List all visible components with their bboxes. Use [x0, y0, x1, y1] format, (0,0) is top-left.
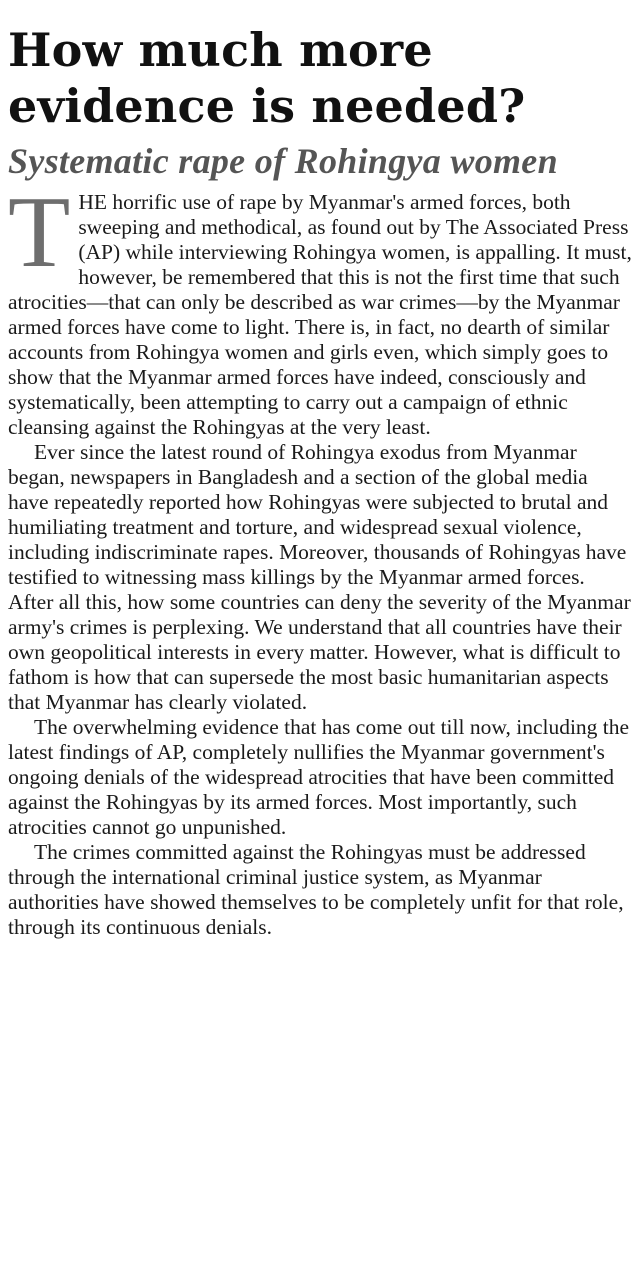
paragraph-1	[8, 176, 632, 440]
article	[8, 0, 632, 940]
subheadline: Systematic rape of Rohingya women	[8, 141, 558, 181]
paragraph-4: The crimes committed against the Rohingyas must be addressed through the international criminal justice system, as Myanmar authorities have showed themselves to be completely unfit for that role, through its continuous denials.	[8, 840, 624, 939]
paragraph-2: Ever since the latest round of Rohingya exodus from Myanmar began, newspapers in Bangladesh and a section of the global media have repeatedly reported how Rohingyas were subjected to brutal and humiliating treatment and torture, and widespread sexual violence, including indiscriminate rapes. Moreover, thousands of Rohingyas have testified to witnessing mass killings by the Myanmar armed forces. After all this, how some countries can deny the severity of the Myanmar army's crimes is perplexing. We understand that all countries have their own geopolitical interests in every matter. However, what is difficult to fathom is how that can supersede the most basic humanitarian aspects that Myanmar has clearly violated.	[8, 440, 631, 714]
paragraph-1-text: HE horrific use of rape by Myanmar's armed forces, both sweeping and methodical, as found out by The Associated Press (AP) while interviewing Rohingya women, is appalling. It must, however, be remembered that this is not the first time that such atrocities—that can only be described as war crimes—by the Myanmar armed forces have come to light. There is, in fact, no dearth of similar accounts from Rohingya women and girls even, which simply goes to show that the Myanmar armed forces have indeed, consciously and systematically, been attempting to carry out a campaign of ethnic cleansing against the Rohingyas at the very least.	[8, 190, 632, 439]
drop-cap: T	[8, 176, 71, 289]
paragraph-3: The overwhelming evidence that has come out till now, including the latest findings of AP, completely nullifies the Myanmar government's ongoing denials of the widespread atrocities that have been committed against the Rohingyas by its armed forces. Most importantly, such atrocities cannot go unpunished.	[8, 715, 630, 839]
headline: How much more evidence is needed?	[8, 23, 526, 133]
article-body	[8, 176, 632, 940]
